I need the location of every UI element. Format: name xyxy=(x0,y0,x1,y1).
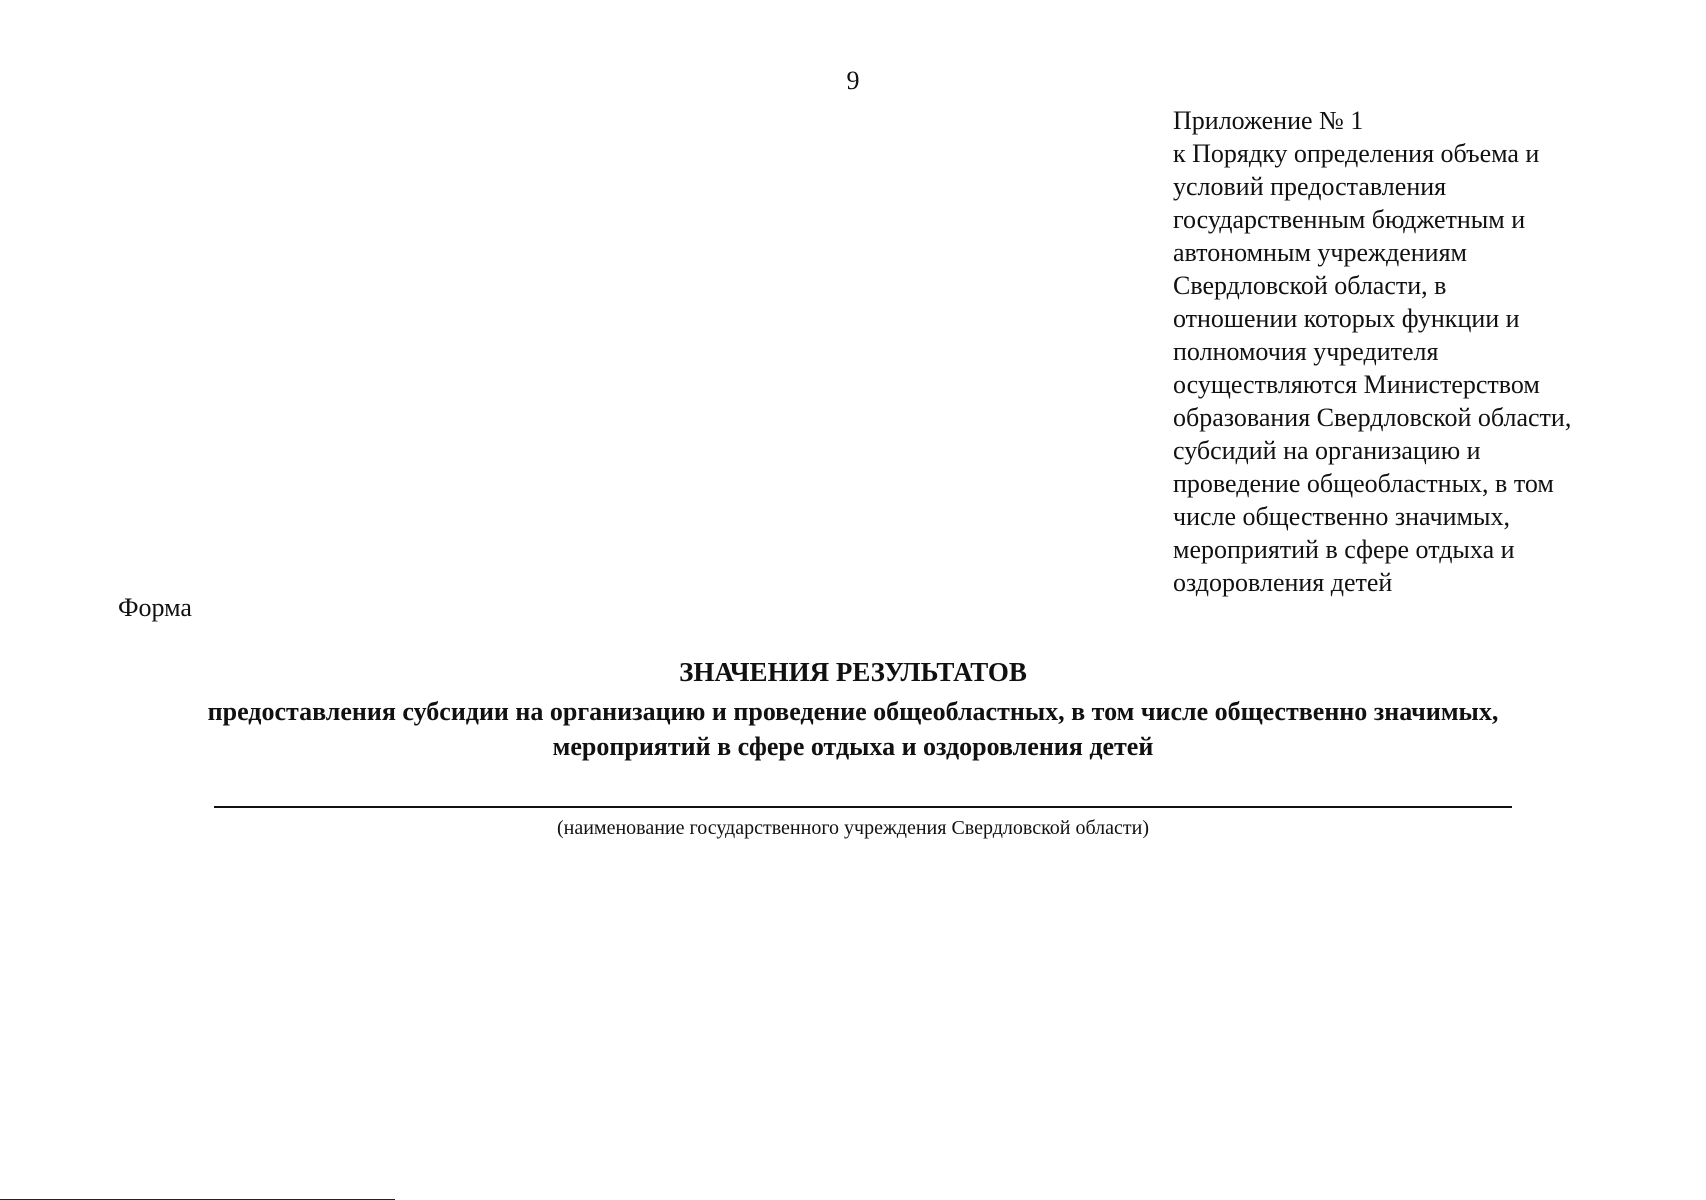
appendix-line: автономным учреждениям xyxy=(1173,238,1467,267)
appendix-line: субсидий на организацию и xyxy=(1173,436,1481,465)
subtitle-line: предоставления субсидии на организацию и проведение общеобластных, в том числе общественно значимых, xyxy=(207,697,1499,726)
appendix-line: мероприятий в сфере отдыха и xyxy=(1173,535,1515,564)
subtitle-line: мероприятий в сфере отдыха и оздоровления детей xyxy=(552,732,1154,761)
appendix-line: государственным бюджетным и xyxy=(1173,205,1526,234)
appendix-line: полномочия учредителя xyxy=(1173,337,1439,366)
appendix-line: к Порядку определения объема и xyxy=(1173,139,1540,168)
appendix-line: отношении которых функции и xyxy=(1173,304,1520,333)
institution-name-caption: (наименование государственного учреждения Свердловской области) xyxy=(556,817,1150,839)
document-subtitle xyxy=(0,694,1706,764)
form-label: Форма xyxy=(118,593,192,622)
document-title: ЗНАЧЕНИЯ РЕЗУЛЬТАТОВ xyxy=(679,657,1027,687)
appendix-line: Свердловской области, в xyxy=(1173,271,1447,300)
appendix-block xyxy=(1173,104,1643,599)
appendix-line: образования Свердловской области, xyxy=(1173,403,1572,432)
appendix-line: числе общественно значимых, xyxy=(1173,502,1510,531)
page-number: 9 xyxy=(846,66,860,95)
institution-name-line xyxy=(214,806,1512,808)
appendix-line: оздоровления детей xyxy=(1173,568,1393,597)
appendix-line: условий предоставления xyxy=(1173,172,1447,201)
appendix-line: Приложение № 1 xyxy=(1173,106,1364,135)
appendix-line: осуществляются Министерством xyxy=(1173,370,1540,399)
appendix-line: проведение общеобластных, в том xyxy=(1173,469,1554,498)
